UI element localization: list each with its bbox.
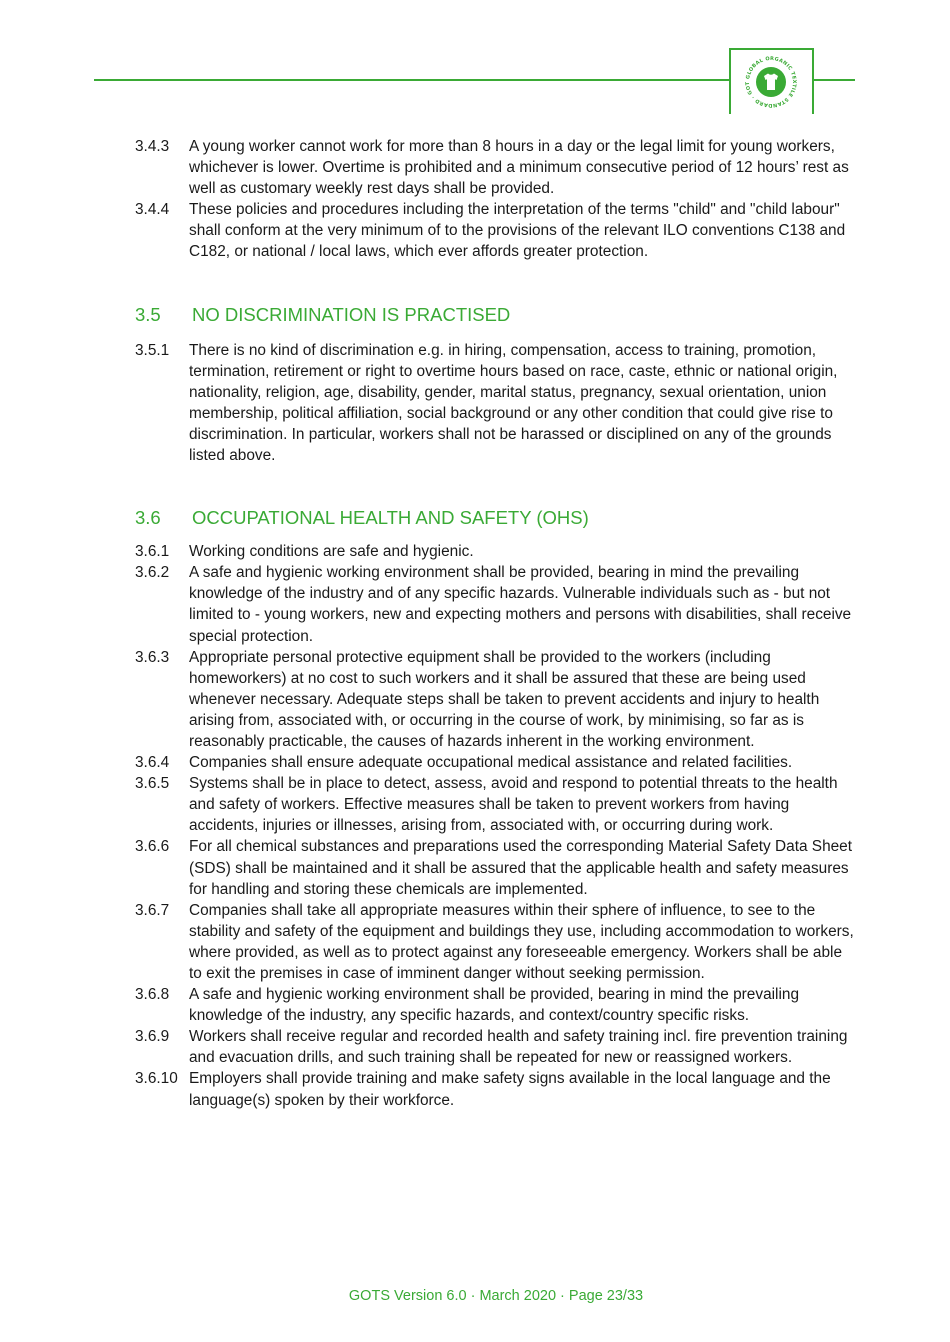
svg-text:GLOBAL ORGANIC TEXTILE STANDAR: GLOBAL ORGANIC TEXTILE STANDARD · GOT — [744, 55, 798, 109]
list-item-3-4-4 — [135, 199, 857, 262]
item-number: 3.6.6 — [135, 838, 170, 856]
item-number: 3.6.9 — [135, 1028, 170, 1046]
list-item-3-6-5 — [135, 773, 857, 836]
list-item-3-6-7 — [135, 900, 857, 984]
list-item-3-6-4 — [135, 752, 857, 773]
item-number: 3.4.4 — [135, 201, 170, 219]
item-text: Employers shall provide training and make safety signs available in the local language and the language(s) spoken by their workforce. — [189, 1070, 831, 1109]
item-text: Workers shall receive regular and recorded health and safety training incl. fire prevention training and evacuation drills, and such training shall be repeated for new or reassigned workers. — [189, 1028, 848, 1067]
section-number: 3.5 — [135, 303, 161, 325]
item-number: 3.4.3 — [135, 138, 170, 155]
list-item-3-6-3 — [135, 647, 857, 752]
list-item-3-4-3 — [135, 136, 857, 199]
section-heading-3-6 — [135, 506, 857, 530]
item-number: 3.5.1 — [135, 341, 170, 359]
item-text: Appropriate personal protective equipment shall be provided to the workers (including homeworkers) at no cost to such workers and it shall be assured that these are being used whenever necessary. Adequate steps shall be taken to prevent accidents and injury to health arising from, associated with, or occurring in the course of work, by minimising, so far as is reasonably practicable, the causes of hazards inherent in the working environment. — [189, 648, 820, 750]
item-text: Companies shall take all appropriate measures within their sphere of influence, to see to the stability and safety of the equipment and buildings they use, including accommodation to workers, where provided, as well as to protect against any foreseeable emergency. Workers shall be able to exit the premises in case of imminent danger without seeking permission. — [189, 901, 854, 982]
item-text: Companies shall ensure adequate occupational medical assistance and related facilities. — [189, 754, 793, 772]
item-text: Working conditions are safe and hygienic. — [189, 543, 474, 561]
section-title: OCCUPATIONAL HEALTH AND SAFETY (OHS) — [192, 507, 589, 529]
item-text: These policies and procedures including the interpretation of the terms "child" and "child labour" shall conform at the very minimum of to the provisions of the relevant ILO conventions C138 and C182, or national / local laws, which ever affords greater protection. — [189, 201, 846, 261]
item-number: 3.6.4 — [135, 754, 170, 772]
item-number: 3.6.5 — [135, 775, 170, 793]
item-number: 3.6.8 — [135, 986, 170, 1004]
item-text: There is no kind of discrimination e.g. in hiring, compensation, access to training, promotion, termination, retirement or right to overtime hours based on race, caste, ethnic or national origin, nationality, religion, age, disability, gender, marital status, pregnancy, sexual orientation, union membership, political affiliation, social background or any other condition that could give rise to discrimination. In particular, workers shall not be harassed or disciplined on any of the grounds listed above. — [189, 341, 838, 465]
item-number: 3.6.10 — [135, 1070, 178, 1088]
item-number: 3.6.7 — [135, 901, 170, 919]
item-text: A young worker cannot work for more than 8 hours in a day or the legal limit for young workers, whichever is lower. Overtime is prohibited and a minimum consecutive period of 12 hours’ rest as well as customary weekly rest days shall be provided. — [189, 138, 849, 198]
page-content — [135, 136, 857, 1111]
gots-logo — [729, 48, 814, 114]
list-item-3-6-1 — [135, 541, 857, 562]
item-text: A safe and hygienic working environment shall be provided, bearing in mind the prevailing knowledge of the industry, any specific hazards, and context/country specific risks. — [189, 986, 800, 1025]
item-number: 3.6.1 — [135, 543, 170, 561]
section-number: 3.6 — [135, 507, 161, 529]
list-item-3-6-2 — [135, 562, 857, 646]
list-item-3-6-10 — [135, 1068, 857, 1110]
list-3-5 — [135, 340, 857, 467]
section-heading-3-5 — [135, 303, 857, 327]
list-3-6 — [135, 541, 857, 1111]
item-text: For all chemical substances and preparations used the corresponding Material Safety Data Sheet (SDS) shall be maintained and it shall be assured that the applicable health and safety measures for handling and storing these chemicals are implemented. — [189, 838, 853, 898]
list-item-3-6-8 — [135, 984, 857, 1026]
item-number: 3.6.2 — [135, 564, 170, 582]
item-text: A safe and hygienic working environment shall be provided, bearing in mind the prevailing knowledge of the industry and of any specific hazards. Vulnerable individuals such as - but not limited to - young workers, new and expecting mothers and persons with disabilities, shall receive special protection. — [189, 564, 852, 645]
page-footer: GOTS Version 6.0 · March 2020 · Page 23/33 — [348, 1288, 644, 1304]
header-rule-left — [94, 79, 730, 81]
list-item-3-5-1 — [135, 340, 857, 467]
item-text: Systems shall be in place to detect, assess, avoid and respond to potential threats to the health and safety of workers. Effective measures shall be taken to prevent workers from having accidents, injuries or illnesses, arising from, associated with, or occurring during work. — [189, 775, 838, 835]
list-3-4 — [135, 136, 857, 263]
section-title: NO DISCRIMINATION IS PRACTISED — [192, 303, 511, 325]
list-item-3-6-9 — [135, 1026, 857, 1068]
header-rule-right — [812, 79, 855, 81]
item-number: 3.6.3 — [135, 648, 170, 666]
list-item-3-6-6 — [135, 836, 857, 899]
gots-shirt-icon — [744, 55, 798, 109]
